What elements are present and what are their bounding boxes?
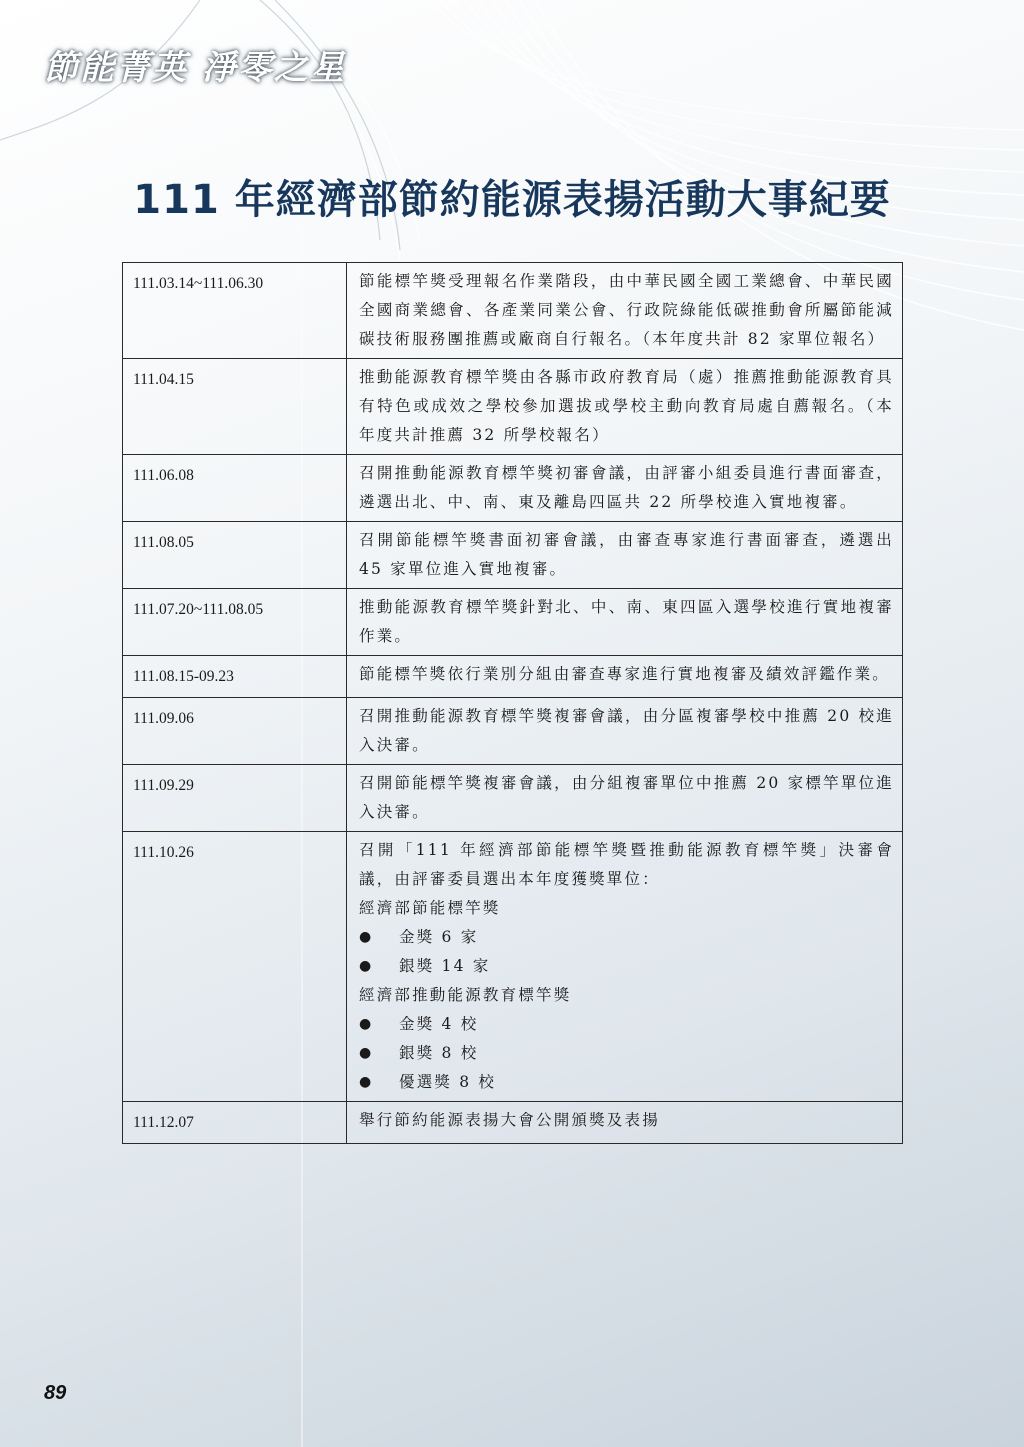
table-row (123, 359, 903, 455)
event-date: 111.12.07 (123, 1102, 347, 1144)
event-date: 111.07.20~111.08.05 (123, 589, 347, 656)
table-row (123, 522, 903, 589)
list-item (359, 1068, 894, 1097)
award-item: 金獎 6 家 (399, 928, 479, 946)
event-description: 召開推動能源教育標竿獎初審會議，由評審小組委員進行書面審查，遴選出北、中、南、東及離島四區共 22 所學校進入實地複審。 (347, 455, 903, 522)
award-group-title: 經濟部推動能源教育標竿獎 (359, 986, 572, 1004)
event-description: 節能標竿獎受理報名作業階段，由中華民國全國工業總會、中華民國全國商業總會、各產業同業公會、行政院綠能低碳推動會所屬節能減碳技術服務團推薦或廠商自行報名。（本年度共計 82 家單位報名） (347, 263, 903, 359)
table-row (123, 589, 903, 656)
events-table (122, 262, 903, 1144)
page-number: 89 (44, 1382, 67, 1404)
table-row (123, 765, 903, 832)
event-date: 111.08.15-09.23 (123, 656, 347, 698)
event-description: 召開節能標竿獎複審會議，由分組複審單位中推薦 20 家標竿單位進入決審。 (347, 765, 903, 832)
award-event-description (347, 832, 903, 1102)
event-date: 111.04.15 (123, 359, 347, 455)
brand-logo-text: 節能菁英 淨零之星 (44, 48, 346, 88)
table-row-awards (123, 832, 903, 1102)
table-row (123, 698, 903, 765)
award-group-title: 經濟部節能標竿獎 (359, 899, 501, 917)
list-item (359, 923, 894, 952)
award-item: 金獎 4 校 (399, 1015, 479, 1033)
page-title: 111 年經濟部節約能源表揚活動大事紀要 (133, 177, 891, 223)
table-row (123, 455, 903, 522)
bullet-icon: ● (359, 1016, 374, 1032)
table-row (123, 263, 903, 359)
award-item: 優選獎 8 校 (399, 1073, 497, 1091)
event-description: 推動能源教育標竿獎針對北、中、南、東四區入選學校進行實地複審作業。 (347, 589, 903, 656)
event-date: 111.09.29 (123, 765, 347, 832)
list-item (359, 1010, 894, 1039)
bullet-icon: ● (359, 1045, 374, 1061)
award-item: 銀獎 8 校 (399, 1044, 479, 1062)
table-row (123, 656, 903, 698)
event-description: 舉行節約能源表揚大會公開頒獎及表揚 (347, 1102, 903, 1144)
bullet-icon: ● (359, 958, 374, 974)
event-date: 111.10.26 (123, 832, 347, 1102)
event-date: 111.09.06 (123, 698, 347, 765)
list-item (359, 1039, 894, 1068)
event-description: 推動能源教育標竿獎由各縣市政府教育局（處）推薦推動能源教育具有特色或成效之學校參加選拔或學校主動向教育局處自薦報名。（本年度共計推薦 32 所學校報名） (347, 359, 903, 455)
event-description: 召開節能標竿獎書面初審會議，由審查專家進行書面審查，遴選出 45 家單位進入實地複審。 (347, 522, 903, 589)
list-item (359, 952, 894, 981)
event-date: 111.08.05 (123, 522, 347, 589)
table-row (123, 1102, 903, 1144)
event-date: 111.06.08 (123, 455, 347, 522)
event-description: 召開推動能源教育標竿獎複審會議，由分區複審學校中推薦 20 校進入決審。 (347, 698, 903, 765)
bullet-icon: ● (359, 1074, 374, 1090)
bullet-icon: ● (359, 929, 374, 945)
event-date: 111.03.14~111.06.30 (123, 263, 347, 359)
award-intro: 召開「111 年經濟部節能標竿獎暨推動能源教育標竿獎」決審會議，由評審委員選出本年度獲獎單位： (359, 841, 894, 888)
event-description: 節能標竿獎依行業別分組由審查專家進行實地複審及績效評鑑作業。 (347, 656, 903, 698)
award-item: 銀獎 14 家 (399, 957, 491, 975)
